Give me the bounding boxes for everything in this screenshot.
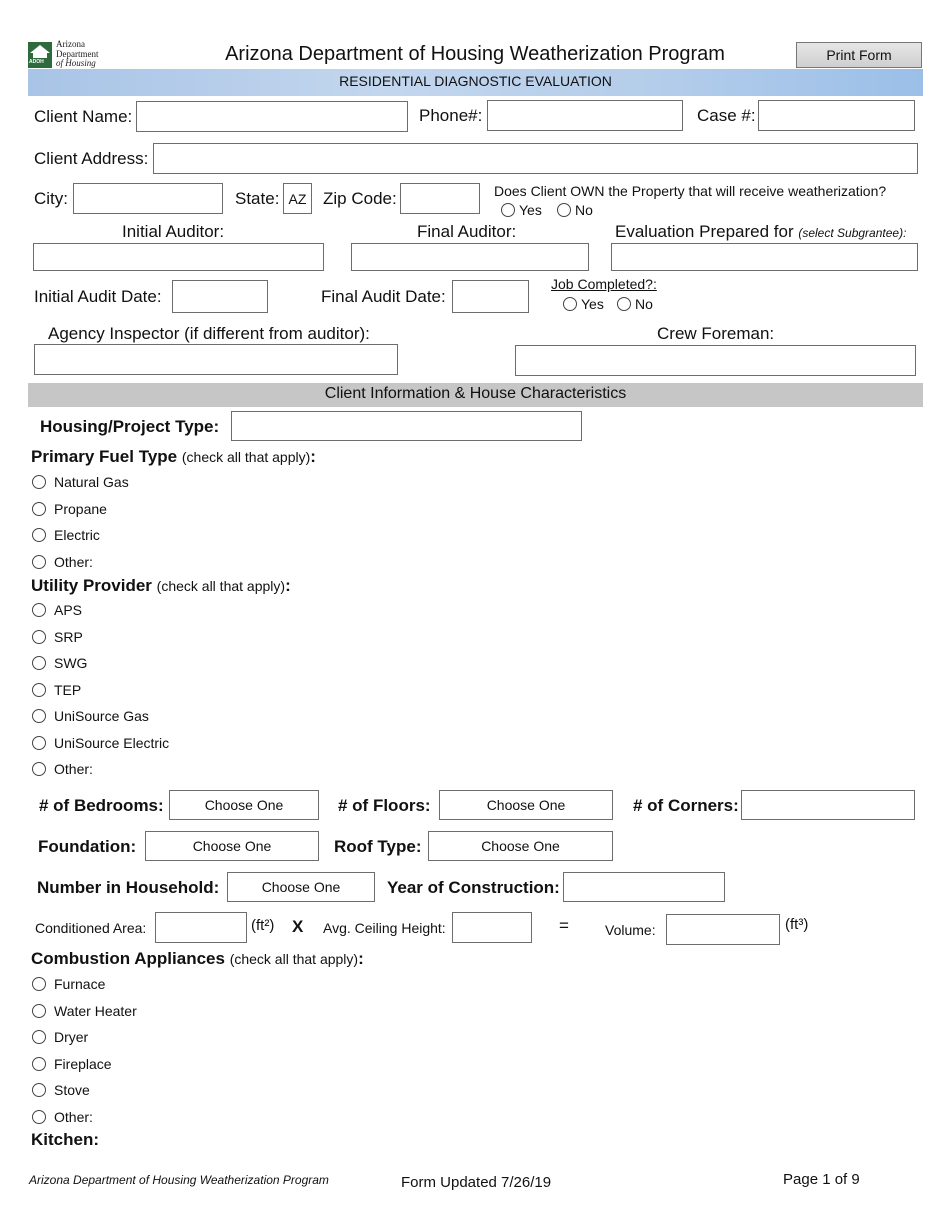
logo-line-2: Department <box>56 48 99 59</box>
option-label: Fireplace <box>54 1055 112 1072</box>
option-label: Other: <box>54 1108 93 1125</box>
radio-icon[interactable] <box>32 528 46 542</box>
radio-icon[interactable] <box>32 683 46 697</box>
housing-type-label: Housing/Project Type: <box>40 417 220 436</box>
checkbox-option[interactable] <box>32 976 105 992</box>
client-address-label: Client Address: <box>34 149 149 168</box>
initial-audit-date-label: Initial Audit Date: <box>34 287 162 306</box>
checkbox-option[interactable] <box>32 1109 93 1125</box>
final-audit-date-label: Final Audit Date: <box>321 287 446 306</box>
checkbox-option[interactable] <box>32 735 169 751</box>
print-form-button[interactable]: Print Form <box>796 42 922 68</box>
radio-icon[interactable] <box>563 297 577 311</box>
job-completed-label: Job Completed?: <box>551 276 657 292</box>
year-construction-input[interactable] <box>563 872 725 902</box>
initial-auditor-input[interactable] <box>33 243 324 271</box>
checkbox-option[interactable] <box>32 474 129 490</box>
agency-inspector-input[interactable] <box>34 344 398 375</box>
combustion-heading: Combustion Appliances (check all that apply): <box>31 949 364 968</box>
prepared-for-label <box>615 222 906 242</box>
fuel-type-title: Primary Fuel Type <box>31 447 178 466</box>
radio-icon[interactable] <box>32 475 46 489</box>
radio-icon[interactable] <box>501 203 515 217</box>
ceiling-height-label: Avg. Ceiling Height: <box>323 920 446 936</box>
floors-label: # of Floors: <box>338 796 431 815</box>
radio-icon[interactable] <box>32 1030 46 1044</box>
radio-icon[interactable] <box>617 297 631 311</box>
option-label: Furnace <box>54 976 106 992</box>
checkbox-option[interactable] <box>32 761 93 777</box>
page-title: Arizona Department of Housing Weatherization Program <box>225 43 725 65</box>
final-auditor-label: Final Auditor: <box>417 222 517 241</box>
checkbox-option[interactable] <box>32 655 87 671</box>
radio-icon[interactable] <box>32 1110 46 1124</box>
prepared-for-select[interactable] <box>611 243 918 271</box>
crew-foreman-label: Crew Foreman: <box>657 324 775 343</box>
floors-select[interactable]: Choose One <box>439 790 613 820</box>
house-logo-icon <box>28 42 52 68</box>
checkbox-option[interactable] <box>32 682 81 698</box>
checkbox-option[interactable] <box>32 1082 90 1098</box>
radio-icon[interactable] <box>32 555 46 569</box>
radio-icon[interactable] <box>32 630 46 644</box>
option-label: Propane <box>54 500 107 517</box>
checkbox-option[interactable] <box>32 554 93 570</box>
checkbox-option[interactable] <box>32 1003 137 1019</box>
logo-badge: ADOH <box>29 59 44 65</box>
city-input[interactable] <box>73 183 223 214</box>
section-title-house: Client Information & House Characteristics <box>324 385 627 402</box>
phone-input[interactable] <box>487 100 683 131</box>
radio-icon[interactable] <box>32 977 46 991</box>
footer-program-name: Arizona Department of Housing Weatherization Program <box>29 1173 329 1187</box>
radio-icon[interactable] <box>32 709 46 723</box>
combustion-title: Combustion Appliances <box>31 949 225 968</box>
option-label: APS <box>54 602 83 618</box>
logo-line-3: of Housing <box>56 58 96 68</box>
corners-label: # of Corners: <box>633 796 739 815</box>
radio-icon[interactable] <box>32 603 46 617</box>
form-subtitle: RESIDENTIAL DIAGNOSTIC EVALUATION <box>339 73 612 89</box>
radio-icon[interactable] <box>557 203 571 217</box>
option-label: UniSource Gas <box>54 708 149 724</box>
initial-auditor-label: Initial Auditor: <box>122 222 225 241</box>
client-name-label: Client Name: <box>34 107 133 126</box>
radio-icon[interactable] <box>32 736 46 750</box>
own-property-question: Does Client OWN the Property that will receive weatherization? <box>494 183 887 199</box>
foundation-select[interactable]: Choose One <box>145 831 319 861</box>
option-label: Stove <box>54 1082 90 1098</box>
option-label: Other: <box>54 553 93 570</box>
state-input[interactable] <box>283 183 312 214</box>
option-label: UniSource Electric <box>54 734 170 751</box>
crew-foreman-input[interactable] <box>515 345 916 376</box>
equals-sign: = <box>559 916 569 935</box>
own-yes-option[interactable] <box>501 202 542 218</box>
final-auditor-input[interactable] <box>351 243 589 271</box>
utility-provider-note: (check all that apply) <box>156 578 286 594</box>
client-name-input[interactable] <box>136 101 408 132</box>
state-label: State: <box>235 189 280 208</box>
initial-audit-date-input[interactable] <box>172 280 268 313</box>
bedrooms-label: # of Bedrooms: <box>39 796 164 815</box>
checkbox-option[interactable] <box>32 501 107 517</box>
radio-icon[interactable] <box>32 1083 46 1097</box>
case-label: Case #: <box>697 106 756 125</box>
zip-input[interactable] <box>400 183 480 214</box>
checkbox-option[interactable] <box>32 1029 88 1045</box>
checkbox-option[interactable] <box>32 629 83 645</box>
volume-unit-label: (ft³) <box>785 916 809 933</box>
checkbox-option[interactable] <box>32 527 100 543</box>
fuel-type-heading: Primary Fuel Type (check all that apply): <box>31 447 316 466</box>
option-label: SRP <box>54 628 83 645</box>
combustion-note: (check all that apply) <box>229 951 359 967</box>
ceiling-height-input[interactable] <box>452 912 532 943</box>
checkbox-option[interactable] <box>32 708 149 724</box>
logo-line-1: Arizona <box>56 39 85 49</box>
roof-type-label: Roof Type: <box>334 837 422 856</box>
prepared-for-text: Evaluation Prepared for <box>615 222 794 241</box>
option-label: SWG <box>54 655 88 671</box>
footer-form-updated: Form Updated 7/26/19 <box>401 1174 552 1191</box>
case-input[interactable] <box>758 100 915 131</box>
own-no-label: No <box>575 202 593 218</box>
phone-label: Phone#: <box>419 106 483 125</box>
year-construction-label: Year of Construction: <box>387 878 560 897</box>
utility-provider-title: Utility Provider <box>31 576 152 595</box>
household-select[interactable]: Choose One <box>227 872 375 902</box>
option-label: TEP <box>54 681 82 698</box>
volume-input[interactable] <box>666 914 780 945</box>
state-value: AZ <box>288 190 307 207</box>
conditioned-area-label: Conditioned Area: <box>35 920 147 936</box>
job-yes-label: Yes <box>581 296 604 312</box>
option-label: Natural Gas <box>54 474 129 490</box>
foundation-label: Foundation: <box>38 837 137 856</box>
housing-type-select[interactable] <box>231 411 582 441</box>
conditioned-area-input[interactable] <box>155 912 247 943</box>
radio-icon[interactable] <box>32 656 46 670</box>
times-sign: X <box>292 917 304 936</box>
job-no-label: No <box>635 296 653 312</box>
bedrooms-select[interactable]: Choose One <box>169 790 319 820</box>
option-label: Electric <box>54 527 100 543</box>
option-label: Water Heater <box>54 1002 137 1019</box>
own-no-option[interactable] <box>557 202 593 218</box>
area-unit-label: (ft²) <box>251 917 275 934</box>
fuel-type-note: (check all that apply) <box>181 449 311 465</box>
own-yes-label: Yes <box>519 202 542 218</box>
prepared-for-note: (select Subgrantee): <box>798 226 907 240</box>
job-no-option[interactable] <box>617 296 653 312</box>
radio-icon[interactable] <box>32 502 46 516</box>
radio-icon[interactable] <box>32 1004 46 1018</box>
option-label: Other: <box>54 761 93 777</box>
radio-icon[interactable] <box>32 762 46 776</box>
city-label: City: <box>34 189 68 208</box>
logo-text <box>56 40 98 69</box>
adoh-logo <box>28 40 112 70</box>
agency-inspector-label: Agency Inspector (if different from auditor): <box>48 324 370 343</box>
option-label: Dryer <box>54 1029 89 1045</box>
roof-type-select[interactable]: Choose One <box>428 831 613 861</box>
corners-input[interactable] <box>741 790 915 820</box>
checkbox-option[interactable] <box>32 1056 112 1072</box>
household-label: Number in Household: <box>37 878 220 897</box>
footer-page-number: Page 1 of 9 <box>783 1171 860 1188</box>
kitchen-label: Kitchen: <box>31 1130 99 1149</box>
job-yes-option[interactable] <box>563 296 604 312</box>
client-address-input[interactable] <box>153 143 918 174</box>
radio-icon[interactable] <box>32 1057 46 1071</box>
checkbox-option[interactable] <box>32 602 82 618</box>
volume-label: Volume: <box>605 922 656 938</box>
utility-provider-heading: Utility Provider (check all that apply): <box>31 576 291 595</box>
zip-label: Zip Code: <box>323 189 397 208</box>
final-audit-date-input[interactable] <box>452 280 529 313</box>
